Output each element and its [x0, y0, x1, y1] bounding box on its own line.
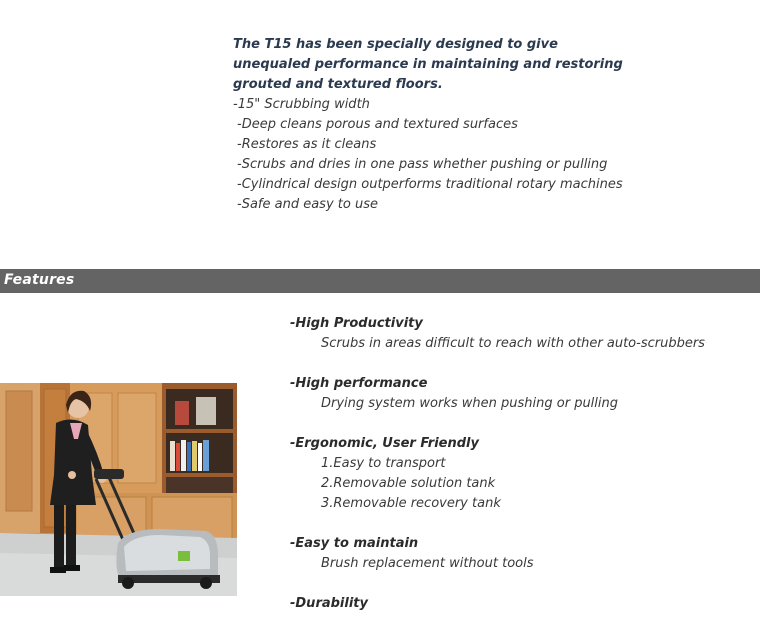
feature-heading: -Easy to maintain: [290, 536, 419, 551]
product-photo: [0, 383, 237, 596]
feature-list: [290, 314, 750, 634]
intro-bullet: -Safe and easy to use: [237, 197, 378, 212]
feature-group-maintenance: [290, 534, 750, 574]
feature-detail: 3.Removable recovery tank: [321, 496, 501, 511]
feature-heading: -Ergonomic, User Friendly: [290, 436, 479, 451]
feature-group-durability: [290, 594, 750, 614]
features-header-bar: [0, 269, 760, 293]
feature-detail: Brush replacement without tools: [321, 556, 534, 571]
feature-heading: -Durability: [290, 596, 368, 611]
feature-group-performance: [290, 374, 750, 414]
intro-bullet: -Deep cleans porous and textured surfaces: [237, 117, 518, 132]
intro-bullet: -Scrubs and dries in one pass whether pushing or pulling: [237, 157, 608, 172]
feature-detail: Drying system works when pushing or pulling: [321, 396, 619, 411]
intro-section: [233, 35, 633, 215]
features-title: Features: [4, 272, 75, 288]
feature-detail: 1.Easy to transport: [321, 456, 446, 471]
feature-detail: Scrubs in areas difficult to reach with other auto-scrubbers: [321, 336, 705, 351]
intro-bullet: -Restores as it cleans: [237, 137, 377, 152]
intro-bullet: -15" Scrubbing width: [233, 97, 370, 112]
feature-group-productivity: [290, 314, 750, 354]
intro-bullet: -Cylindrical design outperforms traditional rotary machines: [237, 177, 623, 192]
feature-detail: 2.Removable solution tank: [321, 476, 496, 491]
feature-group-ergonomic: [290, 434, 750, 514]
feature-heading: -High performance: [290, 376, 428, 391]
feature-heading: -High Productivity: [290, 316, 423, 331]
cut-off-heading: [188, 0, 548, 3]
intro-lead: The T15 has been specially designed to give unequaled performance in maintaining and restoring grouted and textured floors.: [233, 37, 623, 92]
